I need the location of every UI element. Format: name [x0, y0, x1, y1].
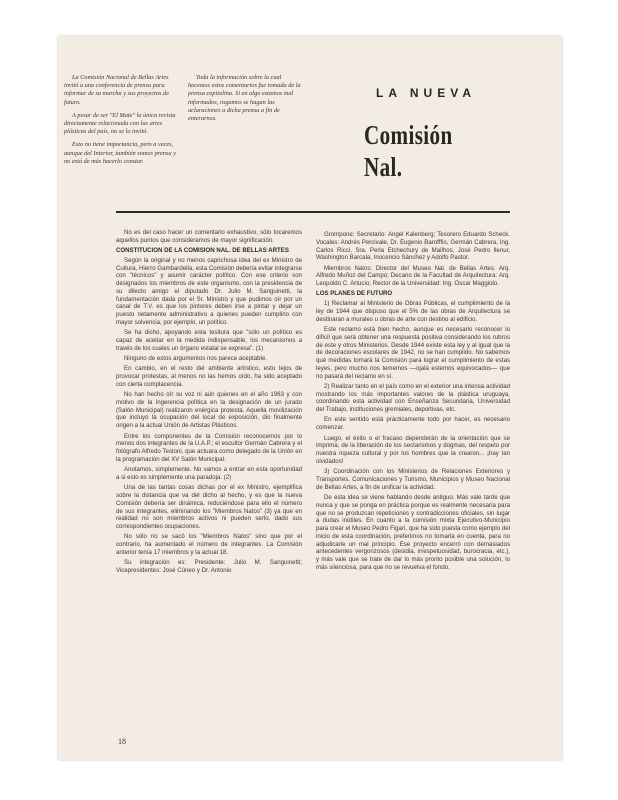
body-paragraph: 3) Coordinación con los Ministerios de Relaciones Exteriores y Transportes, Comunicaciones y Turismo, Municipios y Museo Nacional de Bellas Artes, a fin de unificar la actividad. — [316, 468, 510, 491]
body-paragraph: 2) Realizar tanto en el país como en el exterior una intensa actividad mostrando los más importantes valores de la plástica uruguaya, coordinando esta actividad con Enseñanza Secundaria, Universidad del Trabajo, instituciones gremiales, deportivas, etc. — [316, 382, 510, 414]
intro-paragraph: A pesar de ser "El Mate" la única revista directamente relacionada con las artes plásticas del país, no se lo invitó. — [64, 111, 176, 136]
body-paragraph: No han hecho oír su voz ni aún quienes en el año 1963 y con motivo de la ingerencia política en la designación de un jurado (Salón Municipal) realizaron enérgica protesta. Aquella movilización que incluyó la ocupación del local de exposición, dio finalmente origen a la actual Unión de Artistas Plásticos. — [116, 391, 302, 430]
body-paragraph: Luego, el éxito o el fracaso dependerán de la orientación que se imprima, de la liberación de los sectarismos y dogmas, del respeto por nuestra riqueza cultural y por los hombres que la crearon... ¡hay tan olvidados! — [316, 434, 510, 465]
body-paragraph: Según la original y no menos caprichosa idea del ex Ministro de Cultura, Hierro Gambardella, esta Comisión debería evitar integrarse con "técnicos" y asumir carácter político. Con ese criterio son designados los miembros de este organismo, con la presidencia de su dilecto amigo el diputado Dr. Julio M. Sanguinetti, la fundamentación dada por el Sr. Ministro y que pudimos oír por un canal de T.V. es que los pintores deben irse a pintar y dejar un puesto netamente administrativo a quienes pueden cumplirlo con mayor solvencia, por ejemplo, un político. — [116, 256, 302, 326]
body-column-right — [316, 231, 510, 574]
body-paragraph: De esta idea se viene hablando desde antiguo. Más vale tarde que nunca y que se ponga en práctica porque es realmente necesaria para que no se produzcan repeticiones y contradicciones oficiales, sin lugar a dudas inútiles. En cuanto a la comisión mixta Ejecutivo-Municipio para crear el Museo Pedro Figari, que ha sido puesta como ejemplo del inicio de esta coordinación, preferimos no tomarla en cuenta, para no adjudicarle un mal principio. Ese proyecto encerró con demasiados antecedentes vergonzosos (desidia, irrespetuosidad, burocracia, etc.), y más vale que se trate de dar lo más pronto posible una solución, lo más silenciosa, para que no se revuelva el fondo. — [316, 494, 510, 571]
page-number: 18 — [118, 737, 126, 746]
body-column-left — [116, 229, 302, 577]
body-paragraph: Anotamos, simplemente. No vamos a entrar en esta oportunidad a si esto es simplemente una paradoja. (2) — [116, 466, 302, 481]
body-paragraph: En cambio, en el resto del ambiente artístico, esto lejos de provocar protestas, al menos no las hemos oído, ha sido aceptado con cierta complacencia. — [116, 365, 302, 388]
body-paragraph: Este reclamo está bien hecho, aunque es necesario reconocer lo difícil que será obtener una respuesta positiva considerando los rubros de este y otros Ministerios. Desde 1944 existe esta ley y al igual que la de decoraciones escolares de 1942, no se han cumplido. No sabemos qué medidas tomará la Comisión para lograr el cumplimiento de estas leyes, pero mucho nos tememos —ojalá estemos equivocados— que no pasará del reclamo en sí. — [316, 326, 510, 380]
body-paragraph: En este sentido está prácticamente todo por hacer, es necesario comenzar. — [316, 416, 510, 432]
section-heading: CONSTITUCION DE LA COMISION NAL. DE BELLAS ARTES — [116, 247, 289, 255]
body-paragraph: Entre los componentes de la Comisión reconocemos por lo menos dos integrantes de la U.A.P.; el escultor Germán Cabrera y el fotógrafo Alfredo Testoni, que actuara como delegado de la Unión en la programación del XV Salón Municipal. — [116, 432, 302, 463]
body-paragraph: Su integración es: Presidente: Julio M. Sanguinetti; Vicepresidentes: José Cúneo y Dr. Antonio — [116, 559, 302, 574]
title-divider — [116, 211, 510, 213]
intro-paragraph: La Comisión Nacional de Bellas Artes invitó a una conferencia de prensa para informar de su marcha y sus proyectos de futuro. — [64, 74, 169, 106]
article-kicker: LA NUEVA — [376, 86, 476, 100]
body-paragraph: 1) Reclamar al Ministerio de Obras Públicas, el cumplimiento de la ley de 1944 que dispuso que el 5% de las obras de Arquitectura se destinaran a murales u obras de arte con destino al edificio. — [316, 300, 510, 323]
body-paragraph: Miembros Natos: Director del Museo Nal. de Bellas Artes: Arq. Alfredo Muñoz del Campo; Decano de la Facultad de Arquitectura: Arq. Leopoldo C. Artucio; Rector de la Universidad: Ing. Oscar Maggiolo. — [316, 264, 510, 288]
section-heading: LOS PLANES DE FUTURO — [316, 290, 393, 298]
body-paragraph: Se ha dicho, apoyando esta tesitura que "sólo un político es capaz de aceitar en la medida indispensable, los mecanismos a través de los cuales un órgano estatal se expresa". (1) — [116, 329, 302, 352]
body-paragraph: Ninguno de estos argumentos nos parece aceptable. — [124, 355, 267, 363]
body-paragraph: No sólo no se sacó los "Miembros Natos" sino que por el contrario, ha aumentado el número de integrantes. La Comisión anterior tenía 17 miembros y la actual 18. — [116, 533, 302, 556]
intro-paragraph: Esto no tiene importancia, pero a veces, aunque del Interior, también somos prensa y no está de más hacerlo constar. — [64, 141, 176, 165]
intro-paragraph: Toda la información sobre la cual hacemos estos comentarios fue tomada de la prensa capitalina. Si en algo estamos mal informados, rogamos se hagan las aclaraciones a dicha prensa a fin de enterarnos. — [188, 74, 301, 123]
body-paragraph: Grompone; Secretario: Angel Kalenberg; Tesorero Eduardo Scheck. Vocales: Andrés Percivale, Dr. Eugenio Barofffio, Germán Cabrera, Ing. Carlos Ricci, Sra. Perla Etchechury de Mailhos, José Pedro llenur, Washington Barcala, Inocencio Sánchez y Adolfo Pastor. — [316, 231, 510, 262]
article-title: Comisión Nal. — [364, 120, 453, 182]
body-paragraph: Una de las tantas cosas dichas por el ex Ministro, ejemplifica sobre la distancia que va del dicho al hecho, y es que la nueva Comisión debería ser dinámica, reduciéndose para ello el número de sus integrantes, eliminando los "Miembros Natos" (3) ya que en realidad no son miembros activos ni pueden serlo, dado sus correspondientes ocupaciones. — [116, 484, 302, 530]
body-paragraph: No es del caso hacer un comentario exhaustivo, sólo tocaremos aquellos puntos que consideramos de mayor significación. — [116, 229, 302, 244]
intro-column-left — [64, 74, 182, 171]
intro-column-right — [188, 74, 304, 128]
